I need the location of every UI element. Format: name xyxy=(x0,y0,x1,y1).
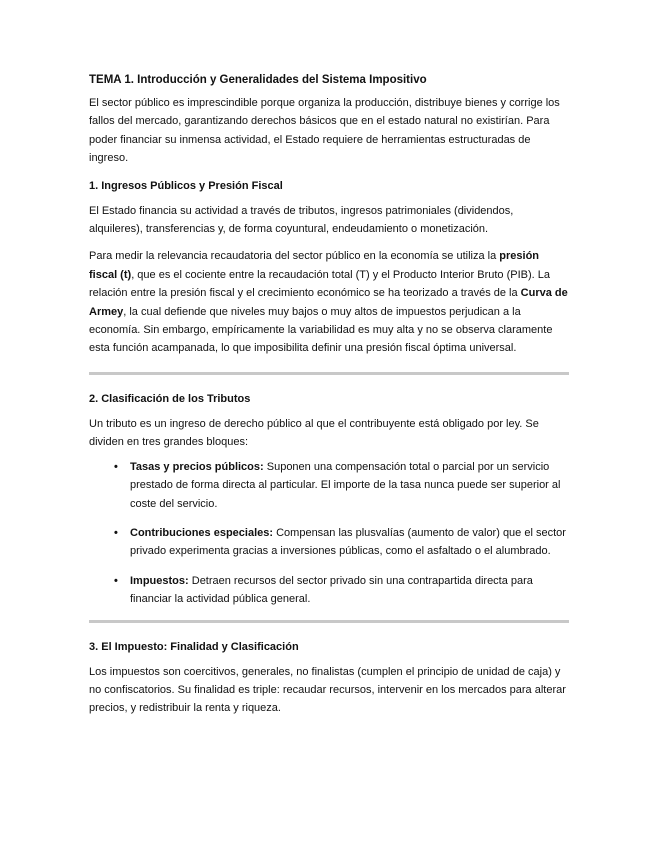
bullet-icon: • xyxy=(114,460,118,473)
list-item-term: Contribuciones especiales: xyxy=(130,526,274,539)
section-divider xyxy=(89,620,569,623)
section-1-paragraph-2 xyxy=(89,247,569,357)
term-curva-de-armey: Curva de Armey xyxy=(89,287,568,318)
list-item-text: Detraen recursos del sector privado sin una contrapartida directa para financiar la actividad pública general. xyxy=(130,574,533,606)
text-run: , que es el cociente entre la recaudación total (T) y el Producto Interior Bruto (PIB). La relación entre la presión fiscal y el crecimiento económico se ha teorizado a través de la xyxy=(89,268,551,300)
text-run: , la cual defiende que niveles muy bajos o muy altos de impuestos perjudican a la economía. Sin embargo, empíricamente la variabilidad es muy alta y no se observa claramente esta función acampanada, lo que imposibilita definir una presión fiscal óptima universal. xyxy=(89,305,553,355)
section-3-paragraph-1: Los impuestos son coercitivos, generales, no finalistas (cumplen el principio de unidad de caja) y no confiscatorios. Su finalidad es triple: recaudar recursos, intervenir en los mercados para alterar precios, y redistribuir la renta y riqueza. xyxy=(89,665,566,715)
tributos-list xyxy=(89,458,569,609)
document-title: TEMA 1. Introducción y Generalidades del Sistema Impositivo xyxy=(89,74,427,86)
section-3-heading: 3. El Impuesto: Finalidad y Clasificación xyxy=(89,640,299,653)
intro-paragraph: El sector público es imprescindible porque organiza la producción, distribuye bienes y corrige los fallos del mercado, garantizando derechos básicos que en el estado natural no existirían. Para poder financiar su inmensa actividad, el Estado requiere de herramientas estructuradas de ingreso. xyxy=(89,97,560,165)
list-item-text: Compensan las plusvalías (aumento de valor) que el sector privado experimenta gracias a inversiones públicas, como el asfaltado o el alumbrado. xyxy=(130,526,566,558)
list-item-term: Tasas y precios públicos: xyxy=(130,460,264,473)
list-item-term: Impuestos: xyxy=(130,574,189,587)
section-2-heading: 2. Clasificación de los Tributos xyxy=(89,392,251,405)
section-divider xyxy=(89,372,569,375)
list-item-text: Suponen una compensación total o parcial por un servicio prestado de forma directa al particular. El importe de la tasa nunca puede ser superior al coste del servicio. xyxy=(130,460,561,510)
term-presion-fiscal: presión fiscal (t) xyxy=(89,250,540,281)
bullet-icon: • xyxy=(114,574,118,587)
section-2-intro: Un tributo es un ingreso de derecho público al que el contribuyente está obligado por ley. Se dividen en tres grandes bloques: xyxy=(89,417,539,449)
bullet-icon: • xyxy=(114,526,118,539)
section-1-paragraph-1: El Estado financia su actividad a través de tributos, ingresos patrimoniales (dividendos, alquileres), transferencias y, de forma coyuntural, endeudamiento o monetización. xyxy=(89,204,514,236)
list-item xyxy=(89,458,569,513)
list-item xyxy=(89,572,569,609)
section-1-heading: 1. Ingresos Públicos y Presión Fiscal xyxy=(89,179,283,192)
list-item xyxy=(89,524,569,561)
text-run: Para medir la relevancia recaudatoria del sector público en la economía se utiliza la xyxy=(89,250,500,263)
